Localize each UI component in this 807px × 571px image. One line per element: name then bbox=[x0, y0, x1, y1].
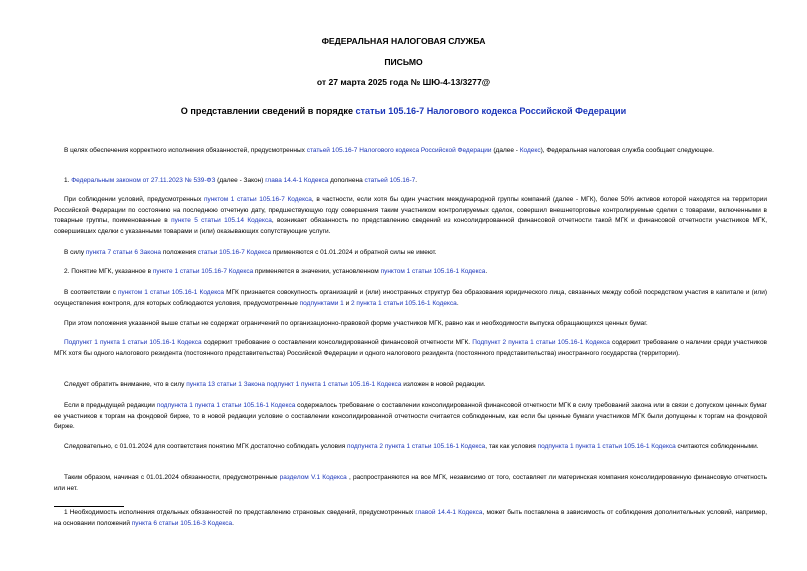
link-article-105-16-7[interactable]: статьи 105.16-7 Кодекса bbox=[197, 249, 272, 256]
doc-date-number: от 27 марта 2025 года № ШЮ-4-13/3277@ bbox=[316, 77, 491, 87]
text-segment: дополнена bbox=[328, 177, 365, 184]
link-subitem-2-item-1-article-105-16-1[interactable]: 2 пункта 1 статьи 105.16-1 Кодекса bbox=[351, 299, 457, 307]
text-segment: , в частности, если хотя бы один участник международной группы компаний (далее - МГК), более 50% активов которой находятся на территории Российской Федерации по состоянию на последнюю отчетную дату, предшествующую году совершения таким участником контролируемых сделок, совершил внешнеторговые контролируемые сделки с товарами, включенными в товарные группы, поименованные в bbox=[54, 196, 767, 225]
text-segment: , возникает обязанность по представлению сведений из консолидированной финансовой отчетности такой МГК и финансовой отчетности участников МГК, совершивших сделки с указанными товарами и (или) оказывающих сопутствующие услуги. bbox=[54, 217, 767, 235]
link-article-105-16-7[interactable]: статьей 105.16-7 Налогового кодекса Российской Федерации bbox=[306, 147, 492, 154]
subject-text: О представлении сведений в порядке bbox=[180, 106, 356, 116]
link-item-6-article-105-16-3[interactable]: пункта 6 статьи 105.16-3 Кодекса bbox=[131, 519, 233, 527]
text-segment: Следует обратить внимание, что в силу bbox=[64, 381, 187, 388]
link-item-1-article-105-16-1[interactable]: пунктом 1 статьи 105.16-1 Кодекса bbox=[117, 289, 224, 296]
paragraph-intro bbox=[54, 146, 767, 157]
paragraph-1 bbox=[54, 176, 767, 187]
text-segment: В целях обеспечения корректного исполнения обязанностей, предусмотренных bbox=[64, 147, 307, 154]
text-segment: При соблюдении условий, предусмотренных bbox=[64, 196, 204, 203]
footnote bbox=[54, 508, 767, 529]
text-segment: . bbox=[232, 519, 234, 527]
link-item-5-article-105-14[interactable]: пункте 5 статьи 105.14 Кодекса bbox=[171, 217, 272, 225]
link-subitem-1-item-1-article-105-16-1[interactable]: подпункта 1 пункта 1 статьи 105.16-1 Кодекса bbox=[537, 443, 676, 450]
text-segment: При этом положения указанной выше статьи не содержат ограничений по организационно-правовой форме участников МГК, равно как и необходимости выпуска обращающихся ценных бумаг. bbox=[64, 320, 648, 327]
doc-type: ПИСЬМО bbox=[384, 57, 423, 67]
link-subitem-2-item-1-article-105-16-1[interactable]: подпункта 2 пункта 1 статьи 105.16-1 Кодекса bbox=[347, 443, 486, 450]
link-section-v1[interactable]: разделом V.1 Кодекса bbox=[279, 474, 347, 481]
paragraph-requirements bbox=[54, 338, 767, 359]
paragraph-previous-edition bbox=[54, 401, 767, 433]
link-item-1-article-105-16-7[interactable]: пунктом 1 статьи 105.16-7 Кодекса bbox=[203, 196, 312, 203]
text-segment: . bbox=[456, 299, 459, 307]
paragraph-consequently bbox=[54, 442, 767, 453]
link-subitem-1-item-1-article-105-16-1[interactable]: Подпункт 1 пункта 1 статьи 105.16-1 Кодекса bbox=[64, 339, 202, 346]
text-segment: Таким образом, начиная с 01.01.2024 обязанности, предусмотренные bbox=[64, 474, 280, 481]
link-code[interactable]: Кодекс bbox=[519, 147, 541, 154]
text-segment: применяются с 01.01.2024 и обратной силы не имеют. bbox=[271, 249, 437, 256]
text-segment: применяется в значении, установленном bbox=[253, 268, 381, 275]
text-segment: . bbox=[415, 177, 418, 184]
text-segment: , может быть поставлена в зависимость от соблюдения дополнительных условий, например, на основании положений bbox=[54, 509, 767, 527]
paragraph-mgk-definition bbox=[54, 288, 767, 309]
text-segment: В соответствии с bbox=[64, 289, 118, 296]
paragraph-new-edition bbox=[54, 380, 767, 391]
link-subitem-1-item-1-article-105-16-1[interactable]: подпункта 1 пункта 1 статьи 105.16-1 Кодекса bbox=[156, 402, 296, 409]
link-chapter-14-4-1[interactable]: глава 14.4-1 Кодекса bbox=[265, 177, 329, 184]
paragraph-effective bbox=[54, 248, 767, 259]
link-article-105-16-7[interactable]: статьей 105.16-7 bbox=[364, 177, 416, 184]
link-item-13-article-1-law[interactable]: пункта 13 статьи 1 Закона bbox=[186, 381, 265, 388]
text-segment: (далее - Закон) bbox=[215, 177, 266, 184]
text-segment: , распространяются на все МГК, независимо от того, составляет ли материнская компания консолидированную финансовую отчетность или нет. bbox=[54, 474, 768, 492]
text-segment: 2. Понятие МГК, указанное в bbox=[64, 268, 153, 275]
org-name: ФЕДЕРАЛЬНАЯ НАЛОГОВАЯ СЛУЖБА bbox=[321, 36, 486, 46]
text-segment: положения bbox=[161, 249, 198, 256]
text-segment: содержалось требование о составлении консолидированной финансовой отчетности МГК в силу требований закона или в связи с допуском ценных бумаг ее участников к торгам на фондовой бирже, то в новой редакции условие о составлении консолидированной отчетности считается соблюденным, как если бы ценные бумаги участников МГК были допущены к торгам на фондовой бирже. bbox=[54, 402, 767, 431]
link-subitem-2-item-1-article-105-16-1[interactable]: Подпункт 2 пункта 1 статьи 105.16-1 Кодекса bbox=[472, 339, 610, 346]
text-segment: МГК признается совокупность организаций и (или) иностранных структур без образования юридического лица, связанных между собой посредством участия в капитале и (или) осуществления контроля, для которых соблюдаются условия, предусмотренные bbox=[54, 289, 767, 307]
text-segment: и bbox=[343, 299, 352, 307]
text-segment: 1. bbox=[64, 177, 72, 184]
text-segment: 1 Необходимость исполнения отдельных обязанностей по представлению страновых сведений, предусмотренных bbox=[64, 509, 416, 516]
paragraph-2 bbox=[54, 267, 767, 278]
link-item-1-article-105-16-1[interactable]: пунктом 1 статьи 105.16-1 Кодекса bbox=[380, 268, 486, 275]
link-federal-law[interactable]: Федеральным законом от 27.11.2023 № 539-ФЗ bbox=[71, 177, 216, 184]
paragraph-conclusion bbox=[54, 473, 767, 494]
link-subitem-1-item-1-article-105-16-1[interactable]: подпункт 1 пункта 1 статьи 105.16-1 Кодекса bbox=[266, 381, 402, 388]
footnote-separator bbox=[54, 506, 124, 507]
text-segment: . bbox=[485, 268, 488, 275]
text-segment: считаются соблюденными. bbox=[675, 443, 759, 450]
paragraph-conditions bbox=[54, 195, 767, 237]
link-chapter-14-4-1[interactable]: главой 14.4-1 Кодекса bbox=[415, 509, 483, 516]
text-segment: Если в предыдущей редакции bbox=[64, 402, 157, 409]
text-segment: Следовательно, с 01.01.2024 для соответствия понятию МГК достаточно соблюдать условия bbox=[64, 443, 348, 450]
text-segment: ), Федеральная налоговая служба сообщает следующее. bbox=[540, 147, 714, 154]
paragraph-no-restrictions bbox=[54, 319, 767, 330]
text-segment: содержит требование о составлении консолидированной финансовой отчетности МГК. bbox=[201, 339, 473, 346]
text-segment: изложен в новой редакции. bbox=[401, 381, 486, 388]
doc-subject bbox=[0, 106, 807, 116]
text-segment: (далее - bbox=[491, 147, 520, 154]
link-subitems-1[interactable]: подпунктами 1 bbox=[299, 299, 344, 307]
link-item-1-article-105-16-7[interactable]: пункте 1 статьи 105.16-7 Кодекса bbox=[152, 268, 254, 275]
text-segment: В силу bbox=[64, 249, 86, 256]
subject-link[interactable]: статьи 105.16-7 Налогового кодекса Российской Федерации bbox=[355, 106, 627, 116]
text-segment: содержит требование о наличии среди участников МГК хотя бы одного налогового резидента (постоянного представительства) Российской Федерации и одного налогового резидента (постоянного представительства) иностранного государства (территории). bbox=[54, 339, 768, 357]
text-segment: , так как условия bbox=[485, 443, 538, 450]
link-item-7-article-6-law[interactable]: пункта 7 статьи 6 Закона bbox=[85, 249, 162, 256]
